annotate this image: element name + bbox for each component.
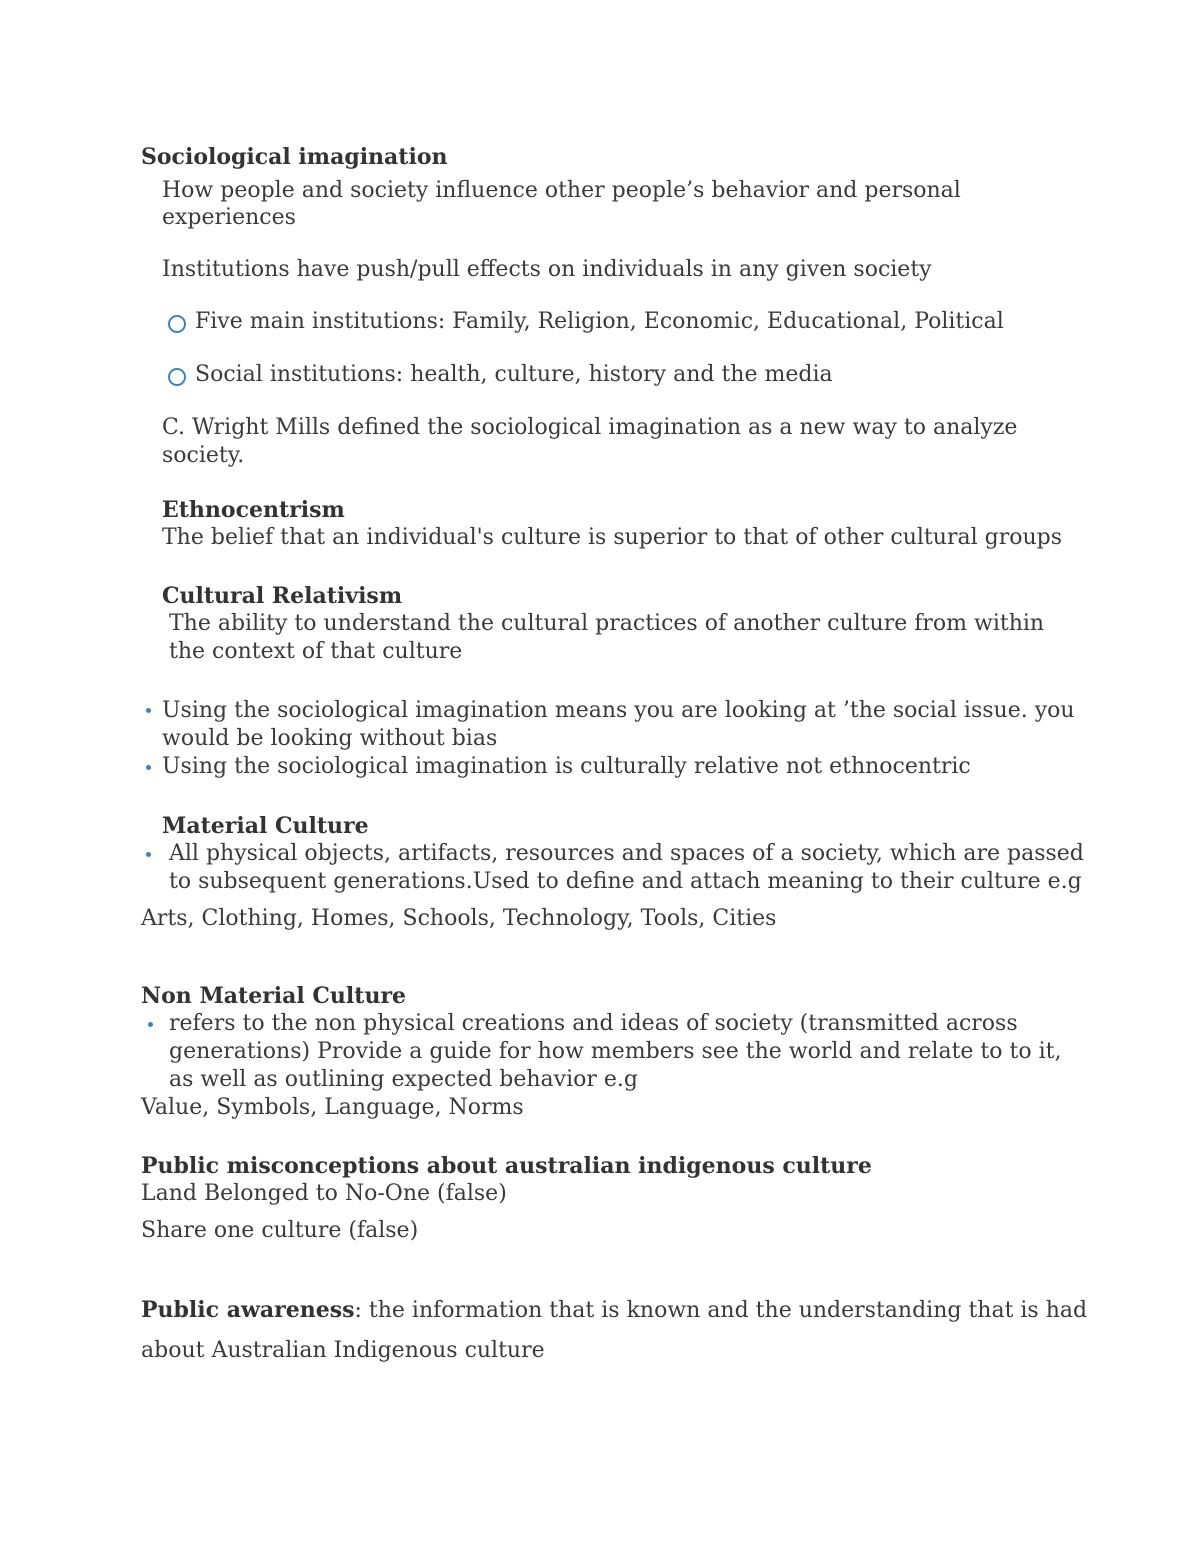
paragraph-how-line2: experiences (162, 205, 296, 230)
heading-material-culture: Material Culture (162, 813, 369, 839)
heading-sociological-imagination: Sociological imagination (141, 144, 448, 170)
paragraph-relativism-line1: The ability to understand the cultural practices of another culture from within (169, 611, 1045, 636)
paragraph-arts: Arts, Clothing, Homes, Schools, Technology, Tools, Cities (141, 906, 777, 931)
heading-public-misconceptions: Public misconceptions about australian indigenous culture (141, 1153, 872, 1179)
bullet-item-line1: Using the sociological imagination means you are looking at ’the social issue. you (162, 698, 1075, 723)
paragraph-how-line1: How people and society influence other people’s behavior and personal (162, 178, 961, 203)
hollow-circle-bullet-icon (168, 315, 186, 333)
bullet-material-line1: All physical objects, artifacts, resources and spaces of a society, which are passed (169, 841, 1084, 866)
public-awareness-text: : the information that is known and the understanding that is had (354, 1298, 1088, 1323)
bullet-dot-icon (146, 765, 151, 770)
heading-ethnocentrism: Ethnocentrism (162, 497, 345, 523)
bullet-dot-icon (148, 1022, 153, 1027)
paragraph-ethnocentrism: The belief that an individual's culture is superior to that of other cultural groups (162, 525, 1062, 550)
paragraph-public-awareness (141, 1296, 1087, 1325)
paragraph-mills-line2: society. (162, 443, 245, 468)
bullet-nonmaterial-line1: refers to the non physical creations and ideas of society (transmitted across (169, 1011, 1018, 1036)
bullet-dot-icon (146, 852, 151, 857)
bullet-item-relative: Using the sociological imagination is culturally relative not ethnocentric (162, 754, 971, 779)
paragraph-mills-line1: C. Wright Mills defined the sociological imagination as a new way to analyze (162, 415, 1018, 440)
heading-cultural-relativism: Cultural Relativism (162, 583, 403, 609)
bullet-item-line2: would be looking without bias (162, 726, 498, 751)
sub-item-five-main: Five main institutions: Family, Religion, Economic, Educational, Political (195, 309, 1004, 334)
paragraph-share: Share one culture (false) (141, 1218, 419, 1243)
sub-item-social-institutions: Social institutions: health, culture, history and the media (195, 362, 833, 387)
bullet-dot-icon (146, 708, 151, 713)
paragraph-relativism-line2: the context of that culture (169, 639, 463, 664)
hollow-circle-bullet-icon (168, 368, 186, 386)
bullet-material-line2: to subsequent generations.Used to define and attach meaning to their culture e.g (169, 869, 1082, 894)
paragraph-institutions: Institutions have push/pull effects on individuals in any given society (162, 257, 932, 282)
paragraph-land: Land Belonged to No-One (false) (141, 1181, 507, 1206)
bullet-nonmaterial-line3: as well as outlining expected behavior e.g (169, 1067, 638, 1092)
heading-non-material-culture: Non Material Culture (141, 983, 407, 1009)
paragraph-value: Value, Symbols, Language, Norms (141, 1095, 524, 1120)
public-awareness-label: Public awareness (141, 1297, 355, 1323)
paragraph-public-awareness-line2: about Australian Indigenous culture (141, 1338, 545, 1363)
bullet-nonmaterial-line2: generations) Provide a guide for how members see the world and relate to to it, (169, 1039, 1062, 1064)
